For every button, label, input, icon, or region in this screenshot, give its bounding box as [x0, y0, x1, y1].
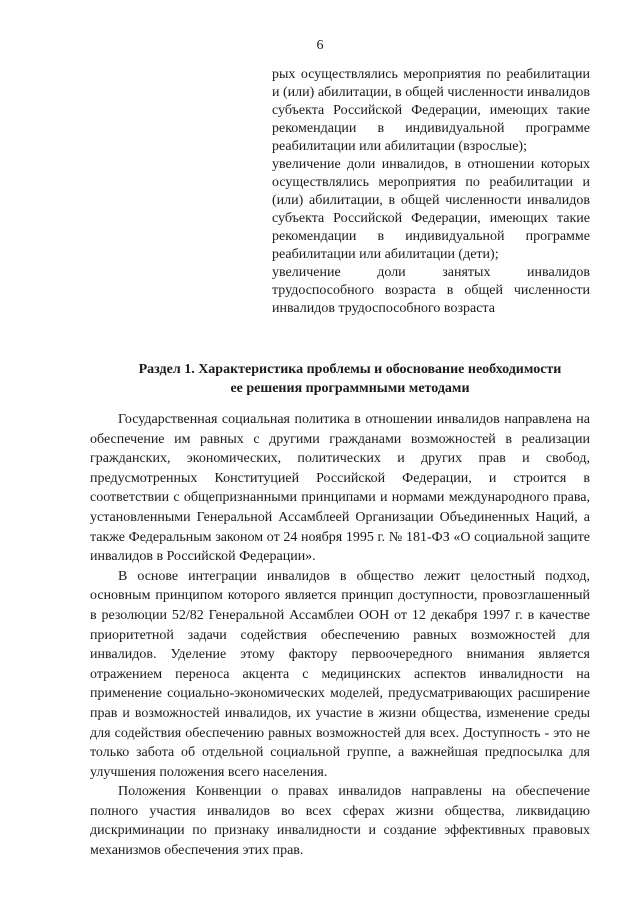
indicator-list	[272, 66, 590, 318]
body-paragraph: Положения Конвенции о правах инвалидов направлены на обеспечение полного участия инвалидов во всех сферах жизни общества, ликвидацию дискриминации по признаку инвалидности и создание эффективных правовых механизмов обеспечения этих прав.	[90, 784, 590, 859]
body-paragraph: Государственная социальная политика в отношении инвалидов направлена на обеспечение им равных с другими гражданами возможностей в реализации гражданских, экономических, политических и других прав и свобод, предусмотренных Конституцией Российской Федерации, и строится в соответствии с общепризнанными принципами и нормами международного права, установленными Генеральной Ассамблеей Организации Объединенных Наций, а также Федеральным законом от 24 ноября 1995 г. № 181-ФЗ «О социальной защите инвалидов в Российской Федерации».	[90, 412, 590, 565]
section-title-line-2: ее решения программными методами	[230, 381, 470, 396]
indicator-item: рых осуществлялись мероприятия по реабилитации и (или) абилитации, в общей численности инвалидов субъекта Российской Федерации, имеющих такие рекомендации в индивидуальной программе реабилитации или абилитации (взрослые);	[272, 67, 590, 154]
section-title-line-1: Раздел 1. Характеристика проблемы и обоснование необходимости	[138, 362, 562, 377]
section-heading	[120, 360, 580, 398]
page-number: 6	[316, 38, 324, 53]
indicator-item: увеличение доли инвалидов, в отношении которых осуществлялись мероприятия по реабилитации и (или) абилитации, в общей численности инвалидов субъекта Российской Федерации, имеющих такие рекомендации в индивидуальной программе реабилитации или абилитации (дети);	[272, 157, 590, 262]
body-paragraph: В основе интеграции инвалидов в общество лежит целостный подход, основным принципом которого является принцип доступности, провозглашенный в резолюции 52/82 Генеральной Ассамблеи ООН от 12 декабря 1997 г. в качестве приоритетной задачи содействия обеспечению равных возможностей для инвалидов. Уделение этому фактору первоочередного внимания является отражением переноса акцента с медицинских аспектов инвалидности на применение социально-экономических моделей, предусматривающих расширение прав и возможностей инвалидов, их участие в жизни общества, изменение среды для содействия обеспечению равных возможностей для всех. Доступность - это не только забота об отдельной социальной группе, а важнейшая предпосылка для улучшения положения всего населения.	[90, 568, 590, 780]
section-body	[90, 410, 590, 861]
indicator-item: увеличение доли занятых инвалидов трудоспособного возраста в общей численности инвалидов трудоспособного возраста	[272, 265, 590, 316]
